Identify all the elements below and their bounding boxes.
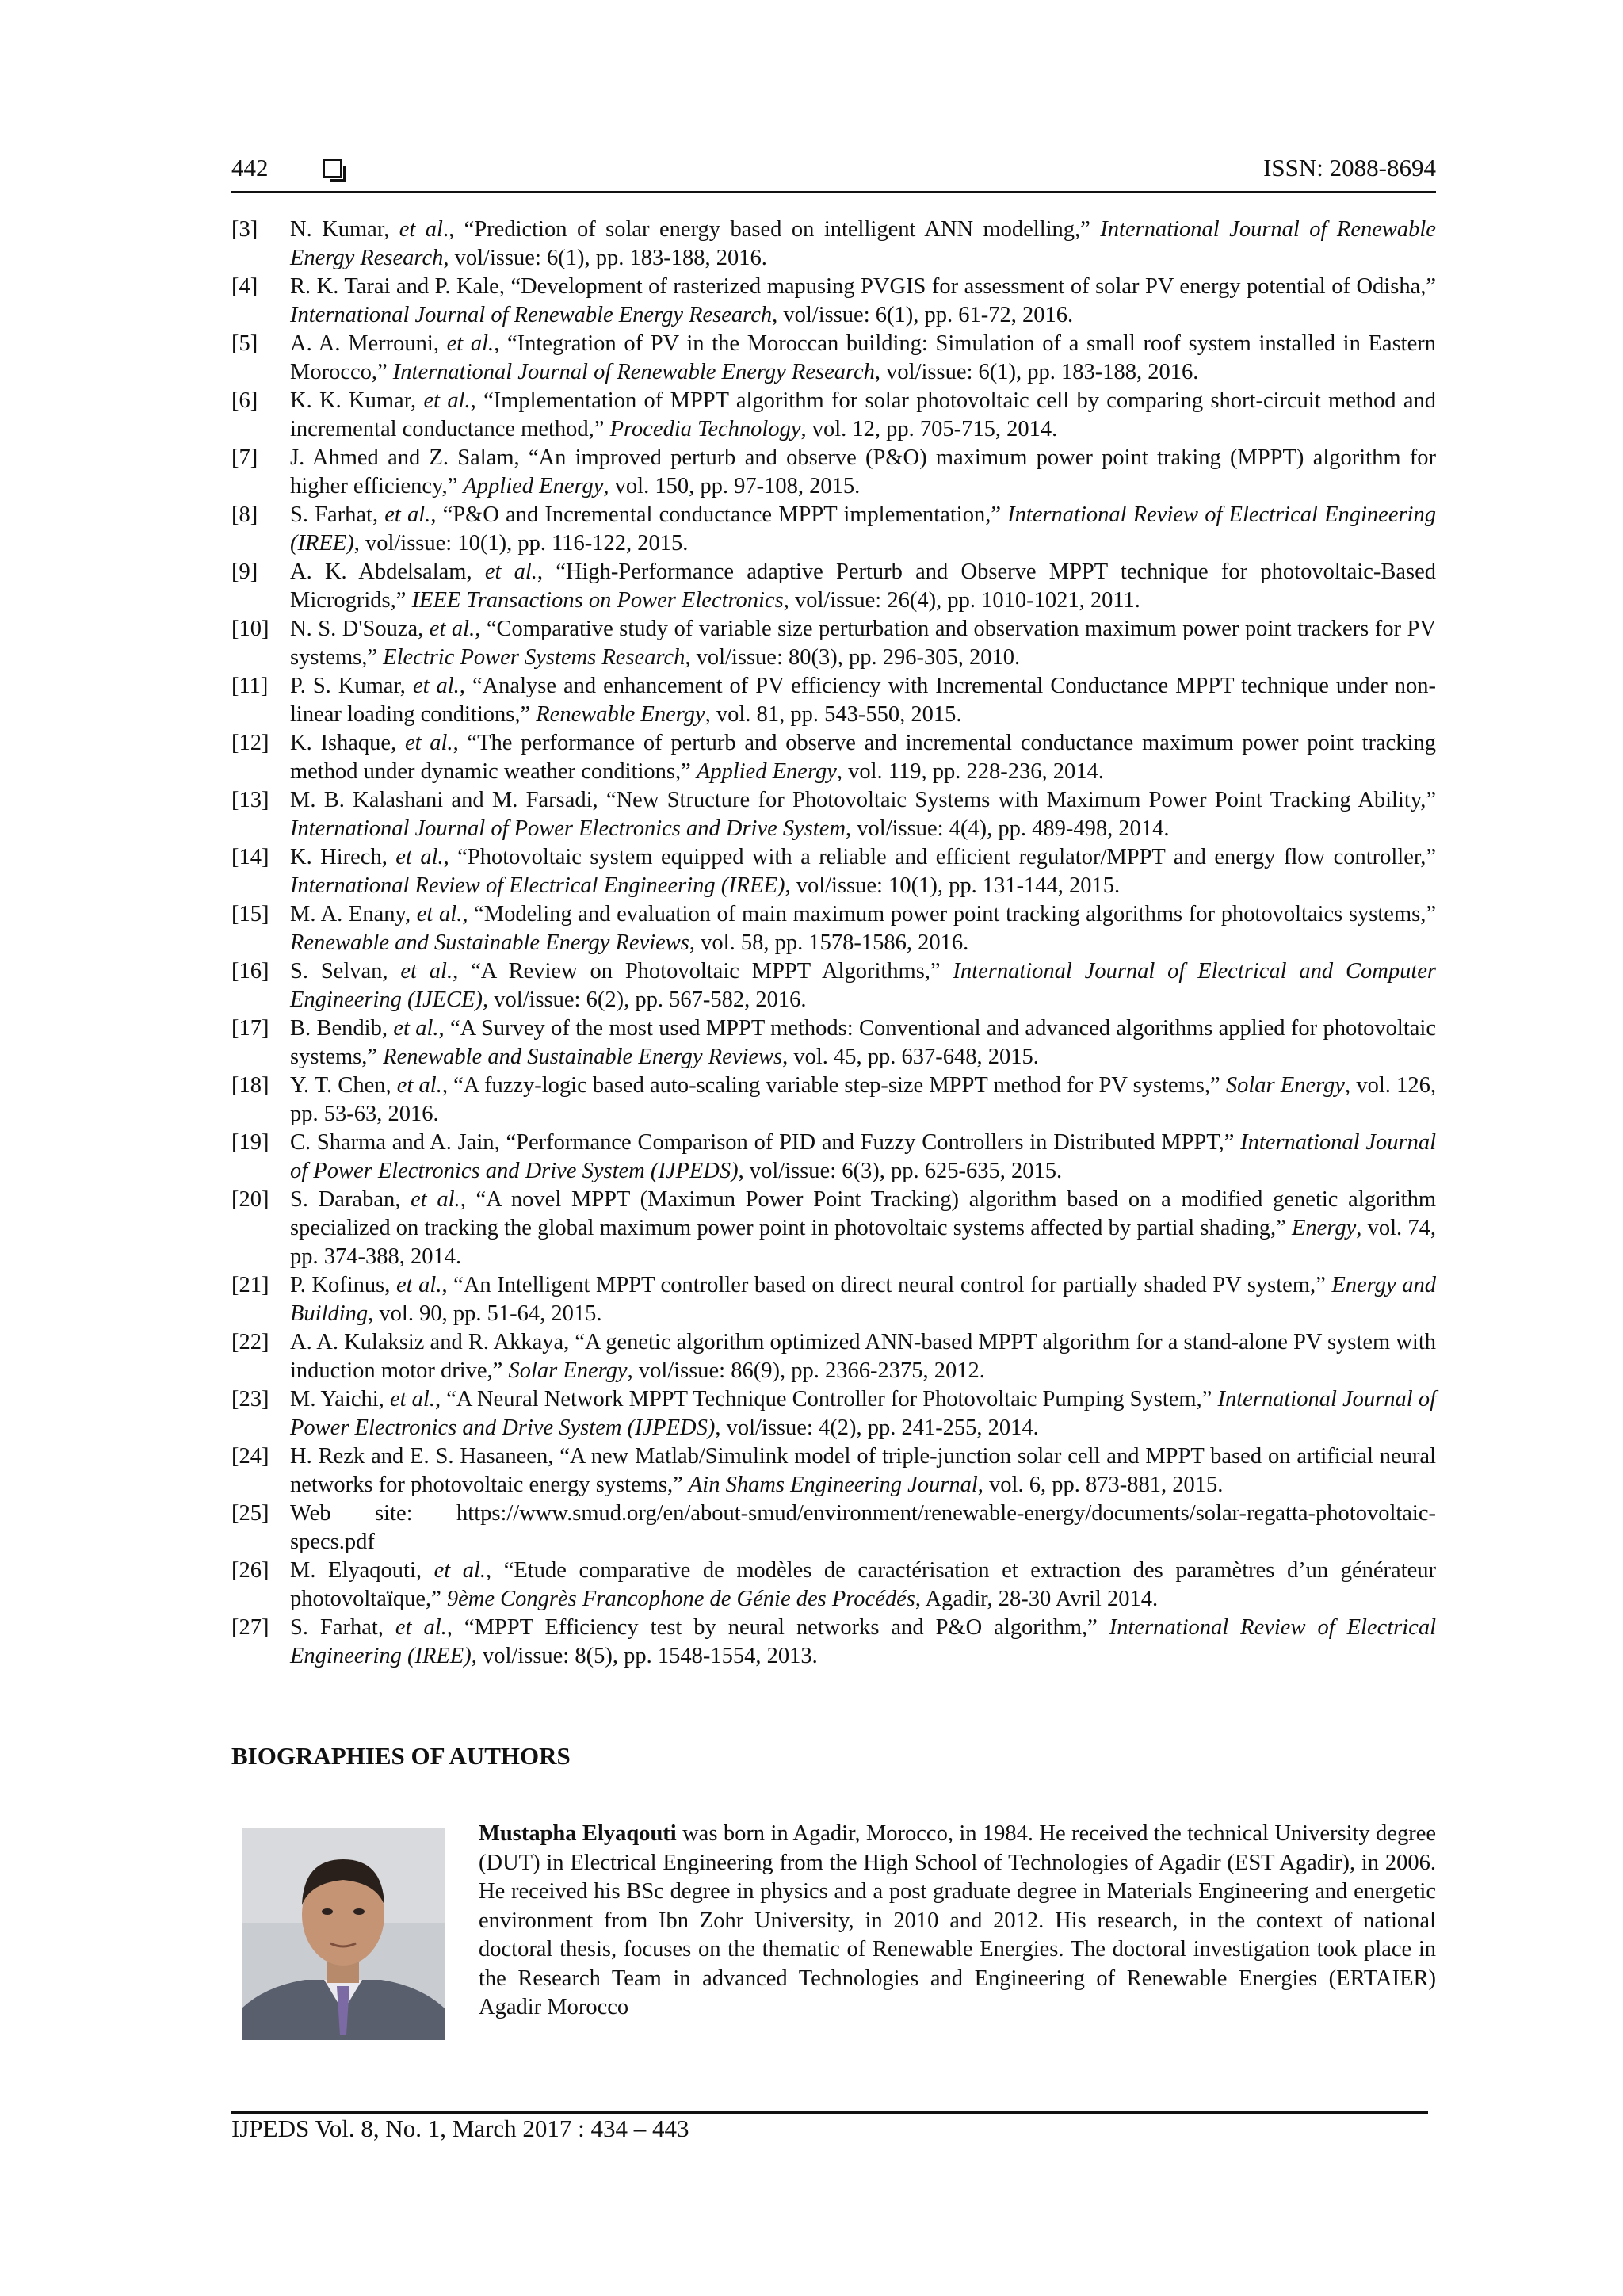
- reference-italic-part: et al.: [393, 1016, 439, 1041]
- issn-label: ISSN: 2088-8694: [1263, 154, 1436, 181]
- reference-number: [8]: [231, 502, 258, 527]
- reference-part: , vol. 81, pp. 543-550, 2015.: [705, 702, 962, 727]
- reference-part: , vol/issue: 6(1), pp. 183-188, 2016.: [443, 246, 767, 270]
- reference-italic-part: et al.: [396, 1073, 442, 1098]
- reference-number: [24]: [231, 1444, 269, 1469]
- reference-part: , “High-Performance adaptive Perturb and Observe MPPT technique for photovoltaic-Based Microgrids,”: [290, 560, 1437, 613]
- reference-number: [20]: [231, 1187, 269, 1212]
- reference-italic-part: International Journal of Renewable Energy Research: [392, 360, 875, 384]
- reference-italic-part: et al.: [389, 1387, 435, 1412]
- reference-italic-part: International Journal of Power Electronics and Drive System (IJPEDS): [290, 1130, 1436, 1183]
- reference-text: [290, 558, 1436, 615]
- reference-item: [231, 558, 1436, 615]
- reference-text: [290, 1328, 1436, 1385]
- reference-part: K. Hirech,: [290, 845, 396, 869]
- reference-italic-part: et al.: [433, 1558, 487, 1583]
- reference-list: [231, 216, 1436, 1671]
- reference-text: [290, 672, 1436, 729]
- reference-part: Web site: https://www.smud.org/en/about-smud/environment/renewable-energy/documents/solar-regatta-photovoltaic-specs.pdf: [290, 1501, 1436, 1554]
- reference-part: , vol/issue: 6(1), pp. 61-72, 2016.: [772, 303, 1074, 327]
- reference-number: [15]: [231, 902, 269, 926]
- reference-part: R. K. Tarai and P. Kale, “Development of rasterized mapusing PVGIS for assessment of solar PV energy potential of Odisha,”: [290, 274, 1436, 299]
- reference-italic-part: et al.: [384, 502, 431, 527]
- reference-item: [231, 1072, 1436, 1129]
- reference-part: , “A Review on Photovoltaic MPPT Algorithms,”: [453, 959, 953, 984]
- reference-number: [3]: [231, 217, 258, 242]
- reference-part: , vol. 74, pp. 374-388, 2014.: [290, 1216, 1436, 1269]
- reference-item: [231, 1499, 1436, 1557]
- reference-text: [290, 1271, 1436, 1328]
- reference-number: [5]: [231, 331, 258, 356]
- reference-item: [231, 444, 1436, 501]
- reference-text: [290, 615, 1436, 672]
- reference-number: [25]: [231, 1501, 269, 1526]
- reference-italic-part: et al.: [423, 388, 471, 413]
- reference-italic-part: Electric Power Systems Research: [383, 645, 685, 670]
- reference-italic-part: et al.: [416, 902, 463, 926]
- reference-part: , vol. 6, pp. 873-881, 2015.: [977, 1473, 1224, 1497]
- author-biography: [479, 1820, 1436, 2023]
- reference-part: , vol/issue: 4(2), pp. 241-255, 2014.: [715, 1415, 1039, 1440]
- reference-part: , vol/issue: 8(5), pp. 1548-1554, 2013.: [471, 1644, 818, 1668]
- reference-number: [26]: [231, 1558, 269, 1583]
- reference-text: [290, 1129, 1436, 1186]
- reference-part: , vol/issue: 10(1), pp. 116-122, 2015.: [353, 531, 689, 556]
- header-rule: [231, 191, 1436, 193]
- reference-part: , vol/issue: 86(9), pp. 2366-2375, 2012.: [627, 1358, 985, 1383]
- reference-text: [290, 786, 1436, 843]
- reference-part: S. Farhat,: [290, 1615, 395, 1640]
- reference-part: , vol. 150, pp. 97-108, 2015.: [603, 474, 861, 499]
- reference-part: K. Ishaque,: [290, 731, 405, 755]
- reference-text: [290, 900, 1436, 957]
- reference-text: [290, 387, 1436, 444]
- reference-number: [16]: [231, 959, 269, 984]
- reference-number: [11]: [231, 674, 269, 698]
- reference-italic-part: et al.: [395, 845, 444, 869]
- reference-part: , “Modeling and evaluation of main maximum power point tracking algorithms for photovoltaics systems,”: [462, 902, 1436, 926]
- reference-part: , vol/issue: 4(4), pp. 489-498, 2014.: [846, 816, 1170, 841]
- reference-italic-part: Renewable Energy: [536, 702, 705, 727]
- reference-number: [19]: [231, 1130, 269, 1155]
- reference-number: [7]: [231, 445, 258, 470]
- reference-part: N. S. D'Souza,: [290, 617, 430, 641]
- reference-part: H. Rezk and E. S. Hasaneen, “A new Matlab/Simulink model of triple-junction solar cell and MPPT based on artificial neural networks for photovoltaic energy systems,”: [290, 1444, 1436, 1497]
- reference-italic-part: Procedia Technology: [609, 417, 801, 441]
- reference-part: , “Etude comparative de modèles de caractérisation et extraction des paramètres d’un générateur photovoltaïque,”: [290, 1558, 1437, 1611]
- reference-italic-part: Renewable and Sustainable Energy Reviews: [383, 1045, 783, 1069]
- biography-text: was born in Agadir, Morocco, in 1984. He received the technical University degree (DUT) in Electrical Engineering from the High School of Technologies of Agadir (EST Agadir), in 2006. He received his BSc degree in physics and a post graduate degree in Materials Engineering and energetic environment from Ibn Zohr University, in 2010 and 2012. His research, in the context of national doctoral thesis, focuses on the thematic of Renewable Energies. The doctoral investigation took place in the Research Team in advanced Technologies and Engineering of Renewable Energies (ERTAIER) Agadir Morocco: [479, 1821, 1436, 2019]
- reference-item: [231, 729, 1436, 786]
- reference-item: [231, 1385, 1436, 1442]
- reference-part: , vol/issue: 6(1), pp. 183-188, 2016.: [874, 360, 1199, 384]
- reference-part: , vol/issue: 6(3), pp. 625-635, 2015.: [738, 1159, 1063, 1183]
- reference-number: [6]: [231, 388, 258, 413]
- reference-number: [4]: [231, 274, 258, 299]
- reference-part: vol/issue: 6(2), pp. 567-582, 2016.: [488, 988, 807, 1012]
- reference-part: ., “Prediction of solar energy based on intelligent ANN modelling,”: [442, 217, 1101, 242]
- reference-item: [231, 1186, 1436, 1271]
- reference-italic-part: et al.: [411, 1187, 460, 1212]
- reference-italic-part: International Review of Electrical Engineering (IREE): [290, 873, 785, 898]
- reference-part: , vol. 119, pp. 228-236, 2014.: [836, 759, 1104, 784]
- reference-part: , vol. 58, pp. 1578-1586, 2016.: [689, 930, 969, 955]
- reference-part: , vol/issue: 10(1), pp. 131-144, 2015.: [785, 873, 1121, 898]
- reference-italic-part: et al.: [484, 560, 537, 584]
- reference-part: , “MPPT Efficiency test by neural networks and P&O algorithm,”: [446, 1615, 1109, 1640]
- reference-text: [290, 273, 1436, 330]
- reference-part: , vol/issue: 26(4), pp. 1010-1021, 2011.: [783, 588, 1140, 613]
- reference-italic-part: International Journal of Power Electronics and Drive System (IJPEDS): [290, 1387, 1436, 1440]
- reference-item: [231, 672, 1436, 729]
- reference-text: [290, 1614, 1436, 1671]
- reference-part: M. B. Kalashani and M. Farsadi, “New Structure for Photovoltaic Systems with Maximum Power Point Tracking Ability,”: [290, 788, 1436, 812]
- reference-part: , vol/issue: 80(3), pp. 296-305, 2010.: [685, 645, 1021, 670]
- reference-text: [290, 843, 1436, 900]
- reference-text: [290, 729, 1436, 786]
- reference-number: [10]: [231, 617, 269, 641]
- reference-italic-part: et al.: [395, 1615, 447, 1640]
- reference-part: , “Analyse and enhancement of PV efficiency with Incremental Conductance MPPT technique under non-linear loading conditions,”: [290, 674, 1436, 727]
- reference-italic-part: Solar Energy: [508, 1358, 628, 1383]
- reference-item: [231, 1328, 1436, 1385]
- reference-italic-part: International Journal of Electrical and Computer Engineering (IJECE),: [290, 959, 1437, 1012]
- reference-item: [231, 1557, 1436, 1614]
- reference-italic-part: et al.: [395, 1273, 442, 1297]
- reference-text: [290, 957, 1436, 1014]
- reference-part: S. Selvan,: [290, 959, 401, 984]
- checkbox-icon: [323, 159, 342, 178]
- reference-italic-part: 9ème Congrès Francophone de Génie des Procédés: [446, 1587, 915, 1611]
- reference-item: [231, 843, 1436, 900]
- reference-italic-part: Energy and Building: [290, 1273, 1436, 1326]
- reference-part: M. Yaichi,: [290, 1387, 390, 1412]
- reference-text: [290, 1186, 1436, 1271]
- reference-text: [290, 1385, 1436, 1442]
- reference-part: , vol. 90, pp. 51-64, 2015.: [368, 1301, 602, 1326]
- reference-item: [231, 1271, 1436, 1328]
- reference-part: A. A. Merrouni,: [290, 331, 447, 356]
- reference-text: [290, 501, 1436, 558]
- reference-italic-part: Applied Energy: [696, 759, 837, 784]
- reference-part: S. Daraban,: [290, 1187, 411, 1212]
- reference-italic-part: International Journal of Power Electronics and Drive System: [290, 816, 846, 841]
- reference-item: [231, 1614, 1436, 1671]
- reference-italic-part: Applied Energy: [463, 474, 604, 499]
- reference-italic-part: et al.: [412, 674, 460, 698]
- reference-part: , Agadir, 28-30 Avril 2014.: [915, 1587, 1159, 1611]
- reference-item: [231, 786, 1436, 843]
- reference-italic-part: et al: [399, 217, 443, 242]
- reference-number: [13]: [231, 788, 269, 812]
- reference-part: , “A novel MPPT (Maximun Power Point Tracking) algorithm based on a modified genetic algorithm specialized on tracking the global maximum power point in photovoltaic systems affected by partial shading,”: [290, 1187, 1436, 1240]
- reference-part: N. Kumar,: [290, 217, 399, 242]
- reference-item: [231, 273, 1436, 330]
- reference-number: [21]: [231, 1273, 269, 1297]
- reference-text: [290, 1442, 1436, 1499]
- reference-item: [231, 387, 1436, 444]
- reference-part: , “A Neural Network MPPT Technique Controller for Photovoltaic Pumping System,”: [434, 1387, 1218, 1412]
- reference-part: , “Comparative study of variable size perturbation and observation maximum power point trackers for PV systems,”: [290, 617, 1436, 670]
- reference-item: [231, 501, 1436, 558]
- reference-text: [290, 1072, 1436, 1129]
- reference-item: [231, 900, 1436, 957]
- reference-number: [9]: [231, 560, 258, 584]
- reference-part: B. Bendib,: [290, 1016, 394, 1041]
- reference-part: , “The performance of perturb and observe and incremental conductance maximum power point tracking method under dynamic weather conditions,”: [290, 731, 1436, 784]
- reference-italic-part: Energy: [1292, 1216, 1357, 1240]
- reference-italic-part: International Review of Electrical Engineering (IREE): [290, 1615, 1436, 1668]
- reference-italic-part: et al.: [446, 331, 495, 356]
- page-number: 442: [231, 154, 269, 181]
- reference-part: A. K. Abdelsalam,: [290, 560, 485, 584]
- reference-item: [231, 330, 1436, 387]
- page-header: [231, 152, 1436, 190]
- reference-part: , “A fuzzy-logic based auto-scaling variable step-size MPPT method for PV systems,”: [441, 1073, 1226, 1098]
- reference-part: , vol. 45, pp. 637-648, 2015.: [782, 1045, 1039, 1069]
- reference-part: A. A. Kulaksiz and R. Akkaya, “A genetic algorithm optimized ANN-based MPPT algorithm for a stand-alone PV system with induction motor drive,”: [290, 1330, 1436, 1383]
- reference-part: P. Kofinus,: [290, 1273, 396, 1297]
- reference-number: [14]: [231, 845, 269, 869]
- reference-part: , “An Intelligent MPPT controller based on direct neural control for partially shaded PV system,”: [441, 1273, 1332, 1297]
- reference-number: [23]: [231, 1387, 269, 1412]
- biographies-heading: BIOGRAPHIES OF AUTHORS: [231, 1742, 571, 1770]
- reference-text: [290, 1557, 1436, 1614]
- reference-italic-part: Solar Energy: [1225, 1073, 1346, 1098]
- reference-part: J. Ahmed and Z. Salam, “An improved perturb and observe (P&O) maximum power point traking (MPPT) algorithm for higher efficiency,”: [290, 445, 1436, 499]
- reference-part: S. Farhat,: [290, 502, 385, 527]
- reference-italic-part: International Review of Electrical Engineering (IREE): [290, 502, 1436, 556]
- reference-part: K. K. Kumar,: [290, 388, 424, 413]
- reference-italic-part: IEEE Transactions on Power Electronics: [411, 588, 784, 613]
- reference-part: C. Sharma and A. Jain, “Performance Comparison of PID and Fuzzy Controllers in Distributed MPPT,”: [290, 1130, 1241, 1155]
- author-name: Mustapha Elyaqouti: [479, 1821, 677, 1846]
- reference-part: P. S. Kumar,: [290, 674, 413, 698]
- reference-italic-part: et al.: [400, 959, 453, 984]
- reference-part: , vol. 126, pp. 53-63, 2016.: [290, 1073, 1436, 1126]
- reference-item: [231, 615, 1436, 672]
- reference-part: M. A. Enany,: [290, 902, 417, 926]
- journal-footer: IJPEDS Vol. 8, No. 1, March 2017 : 434 – 443: [231, 2115, 689, 2142]
- reference-number: [12]: [231, 731, 269, 755]
- reference-text: [290, 1499, 1436, 1557]
- reference-part: , “Photovoltaic system equipped with a reliable and efficient regulator/MPPT and energy flow controller,”: [443, 845, 1436, 869]
- reference-italic-part: International Journal of Renewable Energy Research: [290, 217, 1436, 270]
- reference-part: , “Implementation of MPPT algorithm for solar photovoltaic cell by comparing short-circuit method and incremental conductance method,”: [290, 388, 1436, 441]
- reference-italic-part: Renewable and Sustainable Energy Reviews: [290, 930, 689, 955]
- reference-item: [231, 1014, 1436, 1072]
- reference-number: [18]: [231, 1073, 269, 1098]
- reference-item: [231, 1129, 1436, 1186]
- reference-part: Y. T. Chen,: [290, 1073, 397, 1098]
- footer-rule: [231, 2111, 1428, 2114]
- reference-italic-part: Ain Shams Engineering Journal: [688, 1473, 978, 1497]
- reference-text: [290, 216, 1436, 273]
- reference-italic-part: International Journal of Renewable Energy Research: [290, 303, 773, 327]
- reference-part: , “A Survey of the most used MPPT methods: Conventional and advanced algorithms applied for photovoltaic systems,”: [290, 1016, 1436, 1069]
- reference-part: , “Integration of PV in the Moroccan building: Simulation of a small roof system installed in Eastern Morocco,”: [290, 331, 1436, 384]
- reference-part: , “P&O and Incremental conductance MPPT implementation,”: [430, 502, 1008, 527]
- reference-number: [22]: [231, 1330, 269, 1354]
- reference-text: [290, 1014, 1436, 1072]
- reference-part: , vol. 12, pp. 705-715, 2014.: [800, 417, 1058, 441]
- reference-item: [231, 1442, 1436, 1499]
- author-photo: [242, 1828, 445, 2040]
- reference-part: M. Elyaqouti,: [290, 1558, 434, 1583]
- reference-number: [27]: [231, 1615, 269, 1640]
- reference-text: [290, 444, 1436, 501]
- reference-item: [231, 216, 1436, 273]
- reference-italic-part: et al.: [404, 731, 453, 755]
- reference-text: [290, 330, 1436, 387]
- reference-italic-part: et al.: [429, 617, 475, 641]
- reference-number: [17]: [231, 1016, 269, 1041]
- reference-item: [231, 957, 1436, 1014]
